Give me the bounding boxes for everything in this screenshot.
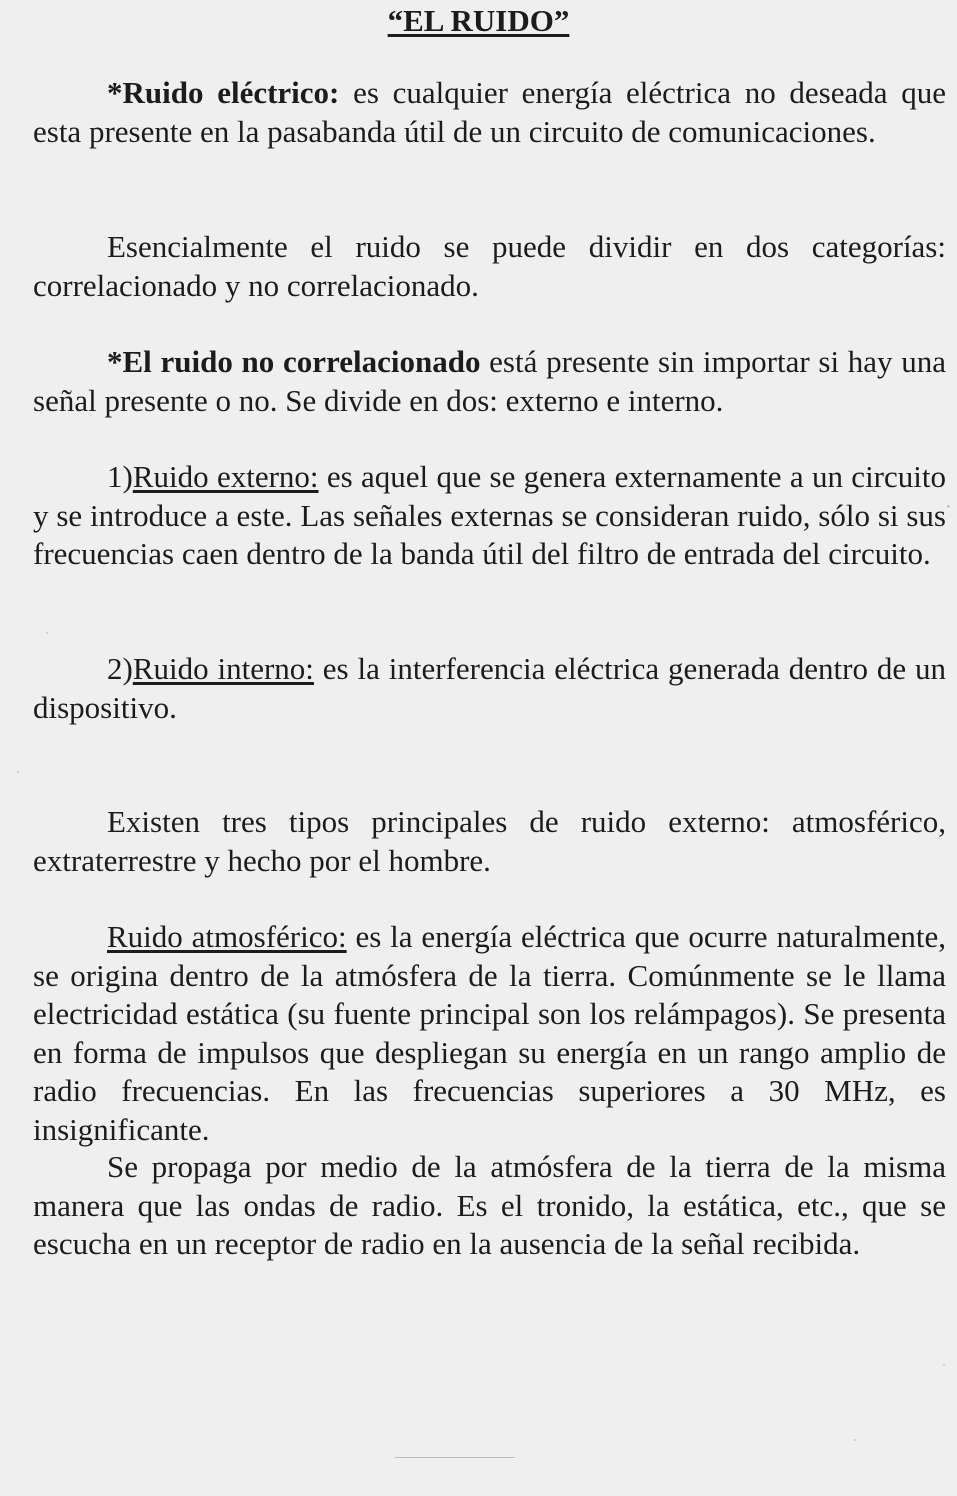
term-ruido-atmosferico: Ruido atmosférico:: [107, 919, 347, 954]
text-ruido-interno: es la interferencia eléctrica generada dentro de un dispositivo.: [33, 651, 946, 725]
paragraph-no-correlacionado: [33, 343, 946, 420]
prefix-ruido-interno: 2): [107, 651, 133, 686]
text-no-correlacionado: está presente sin importar si hay una señal presente o no. Se divide en dos: externo e interno.: [33, 344, 946, 418]
text-ruido-electrico: es cualquier energía eléctrica no deseada que esta presente en la pasabanda útil de un circuito de comunicaciones.: [33, 75, 947, 149]
text-categorias: Esencialmente el ruido se puede dividir en dos categorías: correlacionado y no correlacionado.: [33, 229, 946, 303]
term-ruido-externo: Ruido externo:: [132, 459, 319, 494]
term-no-correlacionado: *El ruido no correlacionado: [107, 344, 481, 379]
scan-speck: [17, 771, 19, 773]
prefix-ruido-externo: 1): [107, 459, 133, 494]
document-title: [0, 2, 957, 40]
scan-speck: [854, 1439, 856, 1441]
paragraph-propagacion: [33, 1148, 946, 1264]
term-ruido-electrico: *Ruido eléctrico:: [107, 75, 340, 110]
scan-speck: [943, 1364, 945, 1366]
paragraph-categorias: [33, 228, 946, 305]
paragraph-ruido-atmosferico: [33, 918, 946, 1149]
paragraph-tipos-externo: [33, 803, 946, 880]
term-ruido-interno: Ruido interno:: [132, 651, 314, 686]
title-text: “EL RUIDO”: [387, 3, 570, 38]
paragraph-ruido-electrico: [33, 74, 946, 151]
paragraph-ruido-interno: [33, 650, 946, 727]
text-ruido-externo: es aquel que se genera externamente a un circuito y se introduce a este. Las señales externas se consideran ruido, sólo si sus frecuencias caen dentro de la banda útil del filtro de entrada del circuito.: [33, 459, 946, 571]
text-ruido-atmosferico: es la energía eléctrica que ocurre naturalmente, se origina dentro de la atmósfera de la tierra. Comúnmente se le llama electricidad estática (su fuente principal son los relámpagos). Se presenta en forma de impulsos que despliegan su energía en un rango amplio de radio frecuencias. En las frecuencias superiores a 30 MHz, es insignificante.: [33, 919, 946, 1147]
text-tipos-externo: Existen tres tipos principales de ruido externo: atmosférico, extraterrestre y hecho por el hombre.: [33, 804, 946, 878]
text-propagacion: Se propaga por medio de la atmósfera de la tierra de la misma manera que las ondas de radio. Es el tronido, la estática, etc., que se escucha en un receptor de radio en la ausencia de la señal recibida.: [33, 1149, 946, 1261]
scan-speck: [46, 632, 48, 634]
paragraph-ruido-externo: [33, 458, 946, 574]
scan-mark-line: [395, 1457, 515, 1458]
scan-speck: [947, 505, 950, 508]
